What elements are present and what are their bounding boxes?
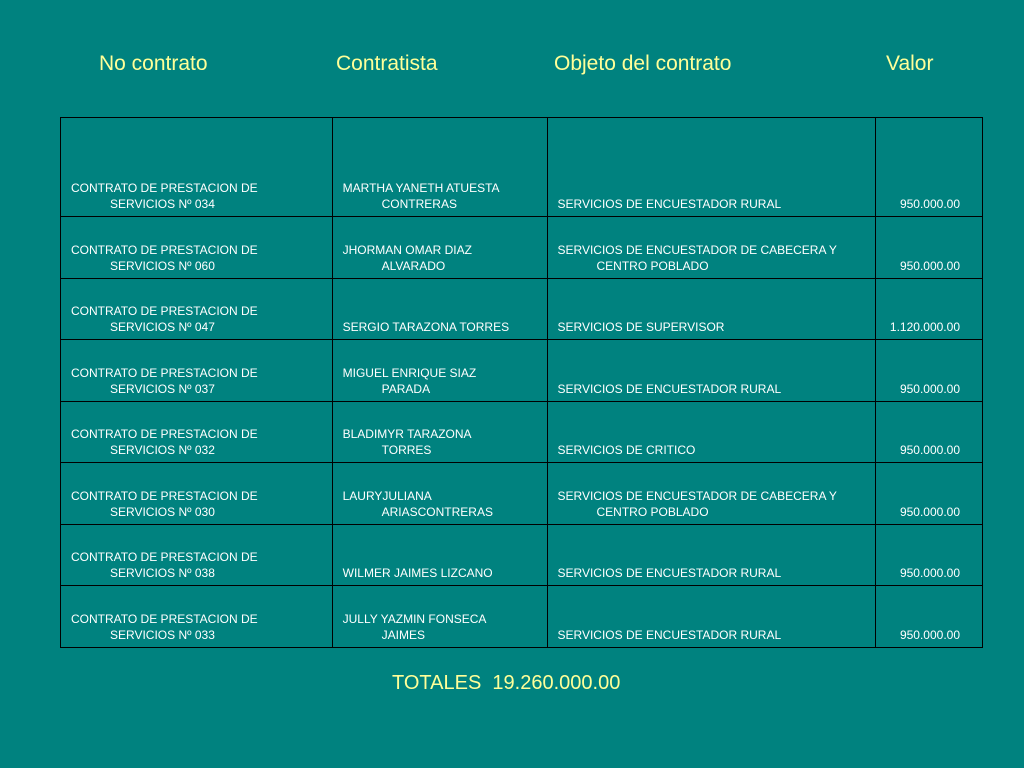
cell-contractor [332,401,547,463]
cell-object [547,586,875,648]
cell-object-line: SERVICIOS DE ENCUESTADOR DE CABECERA Y [557,488,837,503]
cell-contract [61,217,333,279]
cell-contract-line: SERVICIOS Nº 033 [110,627,215,642]
cell-contractor-line: LAURYJULIANA [342,488,432,503]
cell-object-line: SERVICIOS DE ENCUESTADOR DE CABECERA Y [557,242,837,257]
cell-contractor [332,463,547,525]
cell-contract-line: SERVICIOS Nº 030 [110,504,215,519]
cell-contractor [332,278,547,340]
cell-contract-line: CONTRATO DE PRESTACION DE [71,304,258,318]
cell-object [547,118,875,217]
cell-object [547,278,875,340]
contracts-table-body [61,118,983,648]
table-row [61,463,983,525]
table-row [61,401,983,463]
cell-contractor [332,118,547,217]
cell-value [875,401,982,463]
table-row [61,586,983,648]
cell-contract-line: CONTRATO DE PRESTACION DE [71,181,258,195]
cell-contract-line: SERVICIOS Nº 037 [110,381,215,396]
cell-value-text: 950.000.00 [899,197,960,211]
cell-contractor-line: TORRES [381,443,432,457]
cell-value [875,463,982,525]
cell-value [875,118,982,217]
cell-contract [61,524,333,586]
cell-object-line: SERVICIOS DE ENCUESTADOR RURAL [557,381,782,396]
cell-object-line: SERVICIOS DE ENCUESTADOR RURAL [557,627,782,642]
cell-contractor-line: JHORMAN OMAR DIAZ [342,242,472,257]
header-value: Valor [886,52,934,75]
cell-contractor-line: WILMER JAIMES LIZCANO [342,566,493,580]
table-row [61,217,983,279]
cell-value-text: 950.000.00 [899,381,960,396]
cell-contract [61,401,333,463]
header-object: Objeto del contrato [554,52,732,75]
cell-contract-line: SERVICIOS Nº 032 [110,443,215,457]
column-headers [0,52,1024,82]
cell-contract [61,278,333,340]
table-row [61,340,983,402]
table-row [61,278,983,340]
cell-contract [61,340,333,402]
cell-contract-line: CONTRATO DE PRESTACION DE [71,365,258,380]
cell-contract [61,463,333,525]
cell-contract [61,118,333,217]
cell-value [875,586,982,648]
cell-contract-line: CONTRATO DE PRESTACION DE [71,427,258,441]
cell-object-line: CENTRO POBLADO [596,504,709,519]
cell-value [875,217,982,279]
cell-contract-line: CONTRATO DE PRESTACION DE [71,242,258,257]
header-contract-no: No contrato [99,52,208,75]
cell-object-line: SERVICIOS DE ENCUESTADOR RURAL [557,566,782,580]
cell-value-text: 1.120.000.00 [889,320,960,334]
cell-contract-line: SERVICIOS Nº 060 [110,258,215,273]
cell-contractor-line: SERGIO TARAZONA TORRES [342,320,510,334]
cell-contractor-line: PARADA [381,381,431,396]
cell-value [875,524,982,586]
cell-contract-line: SERVICIOS Nº 034 [110,197,215,211]
cell-object [547,463,875,525]
contracts-table [60,117,983,648]
cell-contractor-line: JULLY YAZMIN FONSECA [342,611,487,626]
cell-contractor [332,586,547,648]
cell-contractor-line: CONTRERAS [381,197,457,211]
cell-object-line: SERVICIOS DE ENCUESTADOR RURAL [557,197,782,211]
cell-contractor-line: MARTHA YANETH ATUESTA [342,181,500,195]
cell-value-text: 950.000.00 [899,566,960,580]
cell-contract-line: CONTRATO DE PRESTACION DE [71,488,258,503]
cell-value [875,340,982,402]
totals-label: TOTALES [392,672,482,694]
cell-object-line: SERVICIOS DE CRITICO [557,443,696,457]
cell-contractor-line: MIGUEL ENRIQUE SIAZ [342,365,477,380]
cell-value-text: 950.000.00 [899,504,960,519]
table-row [61,118,983,217]
cell-contractor [332,340,547,402]
cell-value-text: 950.000.00 [899,627,960,642]
cell-contract-line: SERVICIOS Nº 038 [110,566,215,580]
cell-object-line: SERVICIOS DE SUPERVISOR [557,320,725,334]
cell-contract-line: CONTRATO DE PRESTACION DE [71,611,258,626]
cell-contract-line: SERVICIOS Nº 047 [110,320,215,334]
cell-value-text: 950.000.00 [899,258,960,273]
cell-object [547,401,875,463]
cell-object [547,217,875,279]
cell-object-line: CENTRO POBLADO [596,258,709,273]
totals-value: 19.260.000.00 [492,672,621,694]
cell-contractor [332,217,547,279]
cell-value-text: 950.000.00 [899,443,960,457]
cell-contract-line: CONTRATO DE PRESTACION DE [71,550,258,564]
totals-line [392,672,620,695]
cell-contractor-line: ALVARADO [381,258,446,273]
cell-object [547,524,875,586]
cell-contractor-line: ARIASCONTRERAS [381,504,493,519]
cell-contractor [332,524,547,586]
table-row [61,524,983,586]
header-contractor: Contratista [336,52,438,75]
cell-contract [61,586,333,648]
cell-contractor-line: BLADIMYR TARAZONA [342,427,472,441]
cell-value [875,278,982,340]
cell-object [547,340,875,402]
cell-contractor-line: JAIMES [381,627,425,642]
